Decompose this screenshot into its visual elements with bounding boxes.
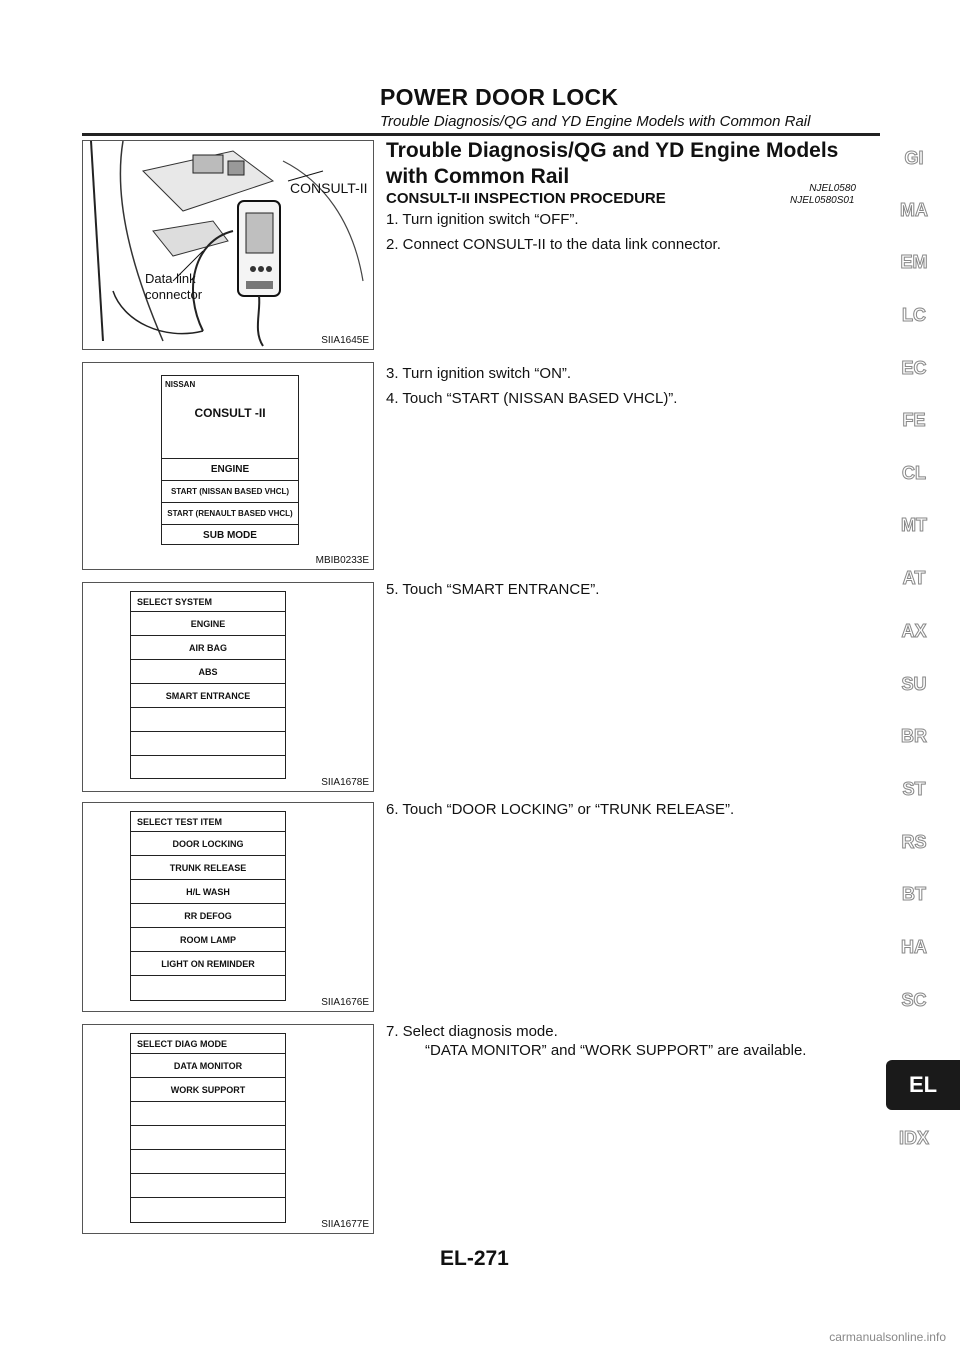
tab-at[interactable]: AT [902,568,926,588]
menu-item-empty [131,756,285,778]
menu-item[interactable]: AIR BAG [131,636,285,660]
tab-fe[interactable]: FE [902,410,926,430]
figure-label: SIIA1678E [321,777,369,788]
step-7-note: “DATA MONITOR” and “WORK SUPPORT” are available. [425,1042,807,1059]
page-number: EL-271 [440,1247,509,1270]
menu-item-data-monitor[interactable]: DATA MONITOR [131,1054,285,1078]
consult-screen-header [162,376,298,459]
tab-lc[interactable]: LC [902,305,926,325]
menu-item[interactable]: ENGINE [131,612,285,636]
step-3: 3. Turn ignition switch “ON”. [386,365,572,382]
tab-gi[interactable]: GI [904,148,924,168]
select-system-screen [130,591,286,779]
select-diag-mode-screen [130,1033,286,1223]
menu-item-trunk-release[interactable]: TRUNK RELEASE [131,856,285,880]
figure-label: MBIB0233E [315,555,369,566]
callout-dlc-label-line2: connector [145,287,203,302]
screen-heading: SELECT TEST ITEM [131,812,285,832]
tab-rs[interactable]: RS [901,832,927,852]
figure-consult-connection [82,140,374,350]
brand-label: NISSAN [165,380,196,389]
header-divider [82,133,880,136]
tab-st[interactable]: ST [902,779,926,799]
sub-title: CONSULT-II INSPECTION PROCEDURE [386,190,666,207]
menu-item-empty [131,708,285,732]
tab-ma[interactable]: MA [900,200,928,220]
menu-item-engine[interactable]: ENGINE [162,459,298,481]
menu-item[interactable]: ABS [131,660,285,684]
step-4: 4. Touch “START (NISSAN BASED VHCL)”. [386,390,678,407]
step-5: 5. Touch “SMART ENTRANCE”. [386,581,600,598]
figure-select-test-item [82,802,374,1012]
tab-el-active[interactable]: EL [886,1060,960,1110]
tab-bt[interactable]: BT [902,884,926,904]
tab-cl[interactable]: CL [902,463,926,483]
watermark: carmanualsonline.info [829,1330,946,1344]
consult-screen [161,375,299,545]
figure-select-system [82,582,374,792]
menu-item-start-nissan[interactable]: START (NISSAN BASED VHCL) [162,481,298,503]
tab-su[interactable]: SU [901,674,927,694]
step-2: 2. Connect CONSULT-II to the data link connector. [386,236,721,253]
sub-title-ref: NJEL0580S01 [790,195,855,206]
tab-idx[interactable]: IDX [898,1128,929,1148]
screen-heading: SELECT SYSTEM [131,592,285,612]
menu-item-work-support[interactable]: WORK SUPPORT [131,1078,285,1102]
consult-title: CONSULT -II [194,406,266,420]
section-title-line1: Trouble Diagnosis/QG and YD Engine Models [386,139,839,162]
select-test-item-screen [130,811,286,1001]
consult-connection-illustration [83,141,375,351]
menu-item-smart-entrance[interactable]: SMART ENTRANCE [131,684,285,708]
menu-item[interactable]: LIGHT ON REMINDER [131,952,285,976]
callout-dlc-label-line1: Data link [145,271,196,286]
page-header-title: POWER DOOR LOCK [380,84,619,110]
page-header-subtitle: Trouble Diagnosis/QG and YD Engine Models with Common Rail [380,113,811,130]
figure-label: SIIA1676E [321,997,369,1008]
menu-item-empty [131,976,285,1000]
section-title [386,138,856,194]
menu-item-sub-mode[interactable]: SUB MODE [203,530,257,541]
menu-item-empty [131,1126,285,1150]
menu-item[interactable]: RR DEFOG [131,904,285,928]
tab-ha[interactable]: HA [901,937,927,957]
menu-item[interactable]: H/L WASH [131,880,285,904]
menu-item-door-locking[interactable]: DOOR LOCKING [131,832,285,856]
tab-ec[interactable]: EC [901,358,927,378]
step-6: 6. Touch “DOOR LOCKING” or “TRUNK RELEASE”. [386,801,735,818]
menu-item-empty [131,1174,285,1198]
menu-item-empty [131,1102,285,1126]
tab-br[interactable]: BR [901,726,927,746]
tab-sc[interactable]: SC [901,990,927,1010]
tab-em[interactable]: EM [900,252,928,272]
figure-label: SIIA1677E [321,1219,369,1230]
section-ref: NJEL0580 [809,183,856,194]
menu-item[interactable]: ROOM LAMP [131,928,285,952]
menu-item-empty [131,1150,285,1174]
tab-ax[interactable]: AX [901,621,927,641]
callout-consult-label: CONSULT-II [290,180,368,196]
menu-item-start-renault[interactable]: START (RENAULT BASED VHCL) [162,503,298,525]
menu-item-empty [131,732,285,756]
menu-item-empty [131,1198,285,1220]
screen-heading: SELECT DIAG MODE [131,1034,285,1054]
step-1: 1. Turn ignition switch “OFF”. [386,211,579,228]
figure-label: SIIA1645E [321,335,369,346]
step-7: 7. Select diagnosis mode. [386,1023,558,1040]
figure-consult-start-screen [82,362,374,570]
section-title-line2: with Common Rail [386,165,570,188]
figure-select-diag-mode [82,1024,374,1234]
tab-mt[interactable]: MT [901,515,927,535]
